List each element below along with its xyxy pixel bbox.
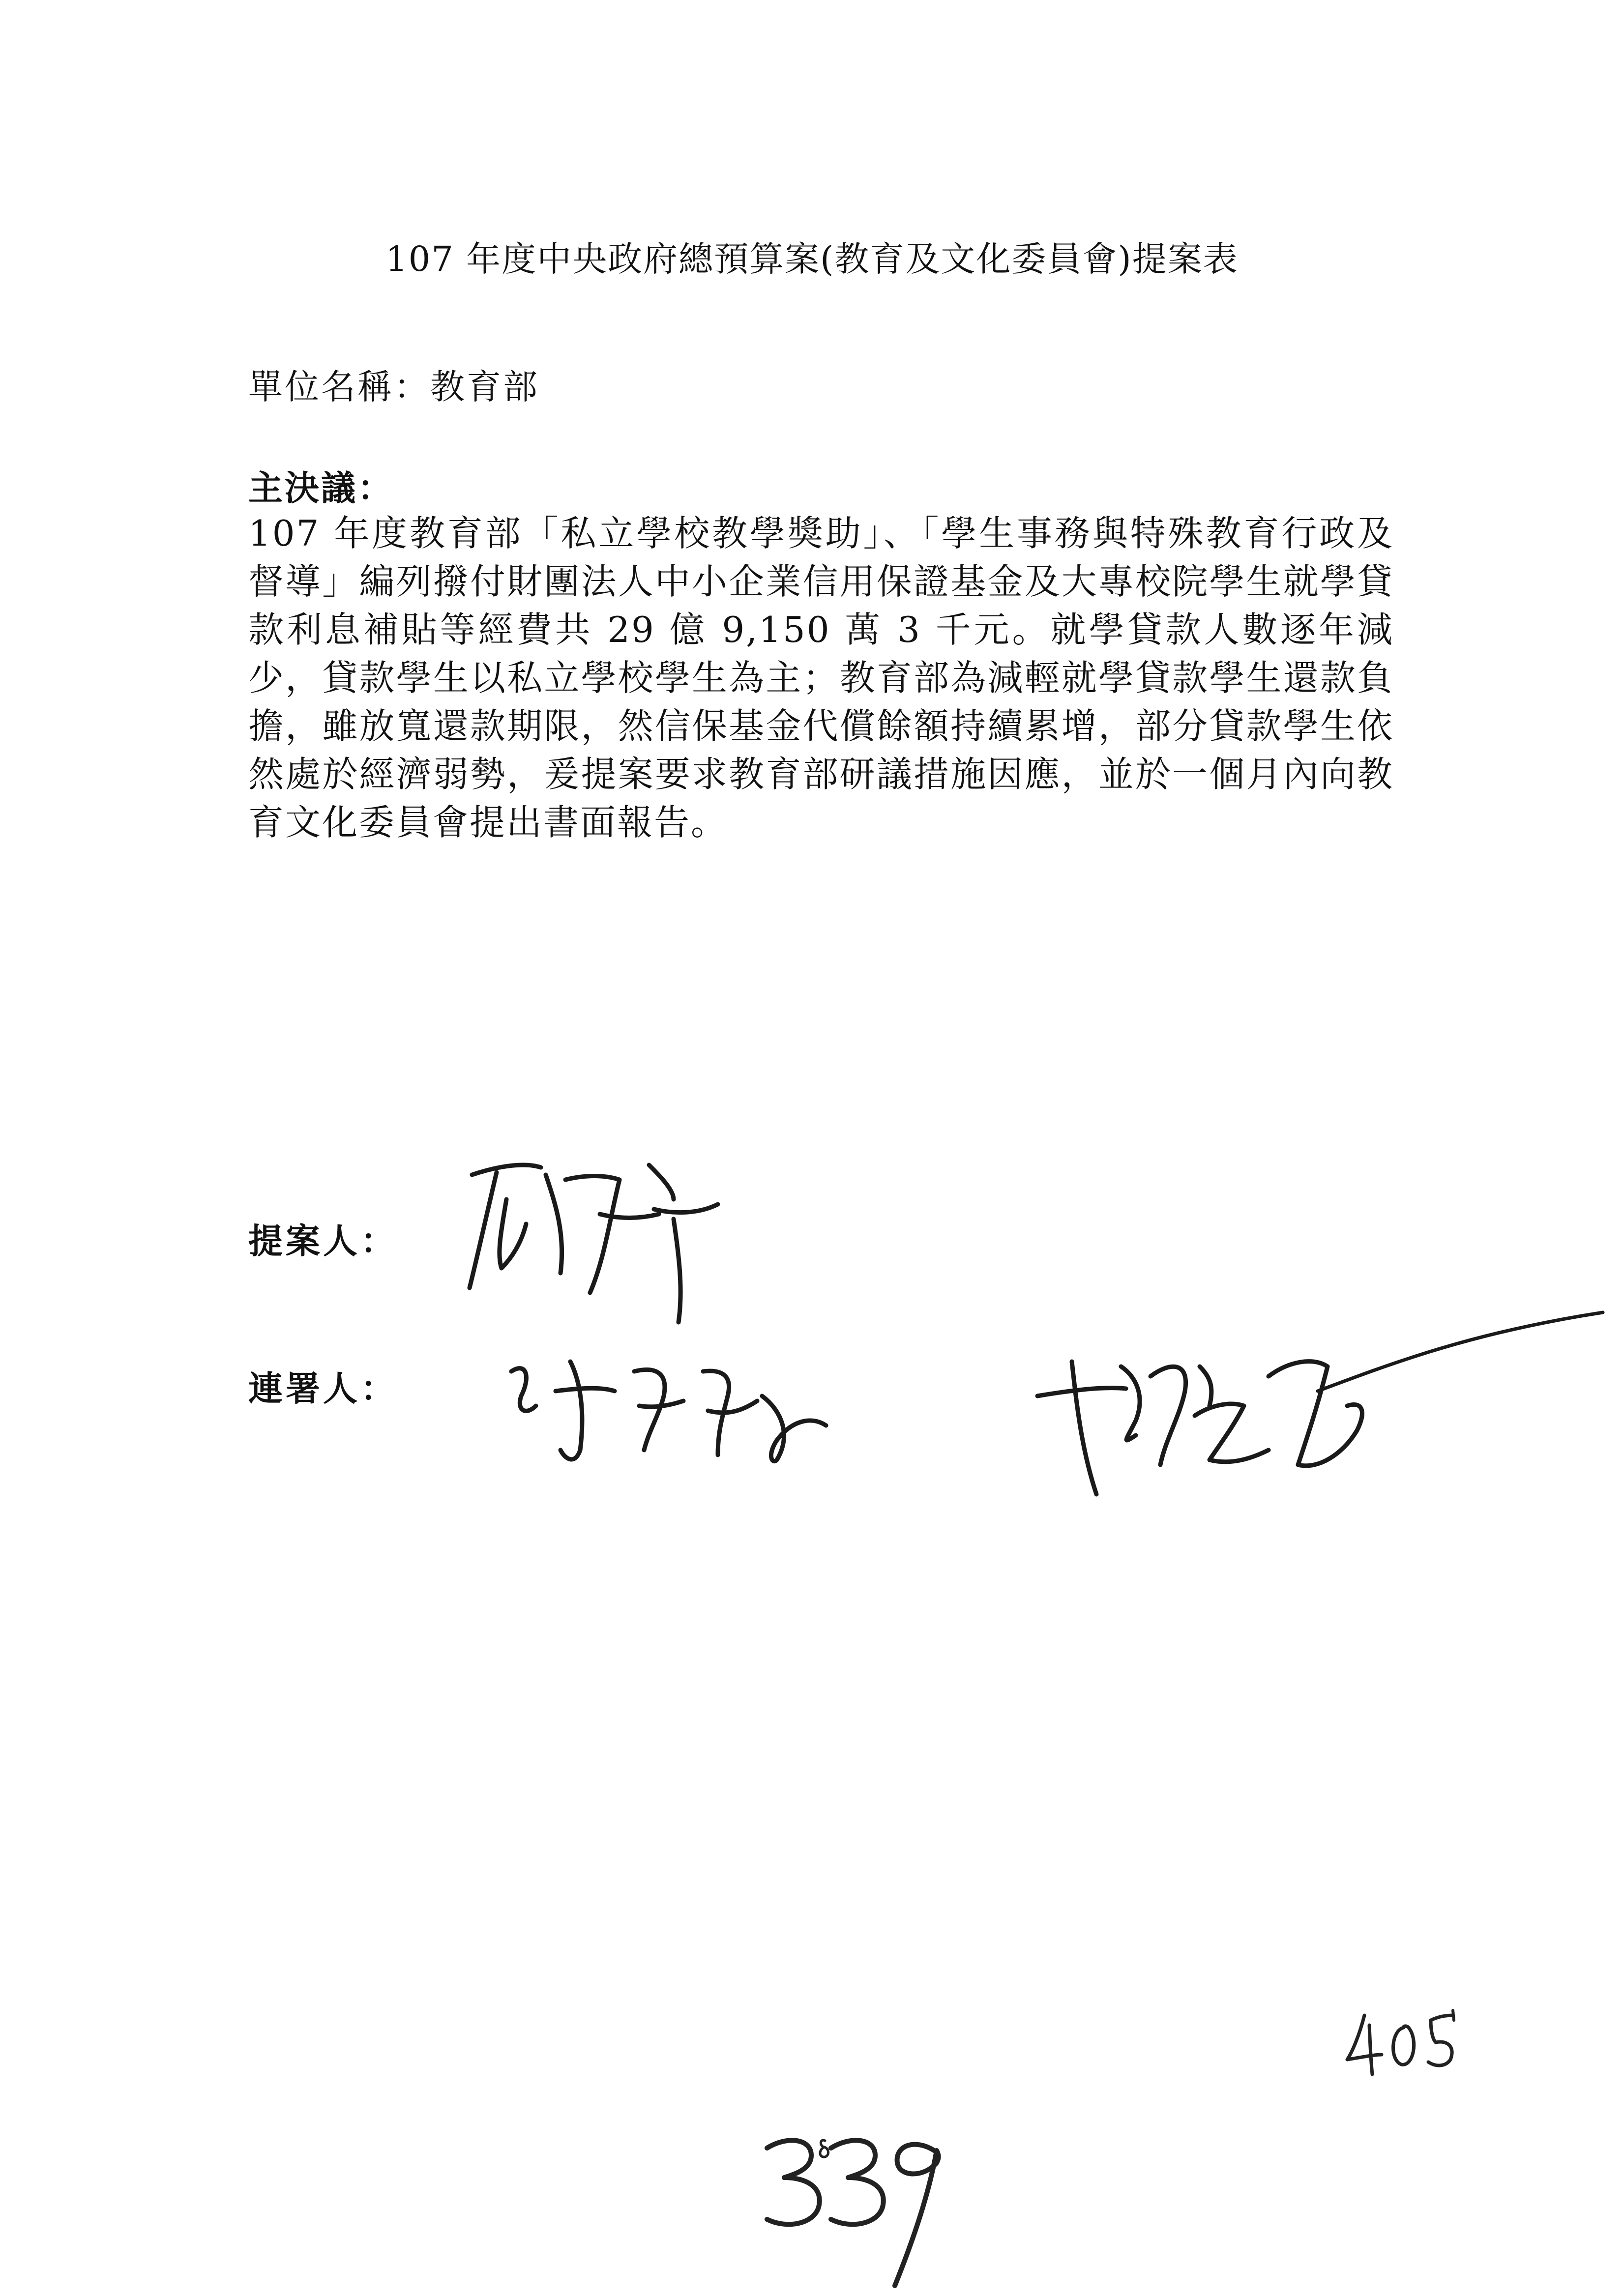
cosigner-signature-2 xyxy=(1023,1308,1613,1519)
handwritten-page-number-405 xyxy=(1340,2005,1468,2079)
cosigner-label: 連署人： xyxy=(248,1368,398,1409)
unit-name-line: 單位名稱：教育部 xyxy=(248,367,539,407)
proposer-signature xyxy=(443,1145,747,1332)
handwritten-page-number-339 xyxy=(757,2128,964,2296)
resolution-heading: 主決議： xyxy=(248,467,394,508)
document-title: 107 年度中央政府總預算案(教育及文化委員會)提案表 xyxy=(385,239,1239,279)
resolution-text: 107 年度教育部「私立學校教學獎助」、「學生事務與特殊教育行政及督導」編列撥付財團法人中小企業信用保證基金及大專校院學生就學貸款利息補貼等經費共 29 億 9,150 萬 3 千元。就學貸款人數逐年減少，貸款學生以私立學校學生為主；教育部為減輕就學貸款學生還款負擔，雖放寬還款期限，然信保基金代償餘額持續累增，部分貸款學生依然處於經濟弱勢，爰提案要求教育部研議措施因應，並於一個月內向教育文化委員會提出書面報告。 xyxy=(248,513,1394,843)
cosigner-signature-1 xyxy=(497,1342,841,1480)
proposer-label: 提案人： xyxy=(248,1221,398,1261)
